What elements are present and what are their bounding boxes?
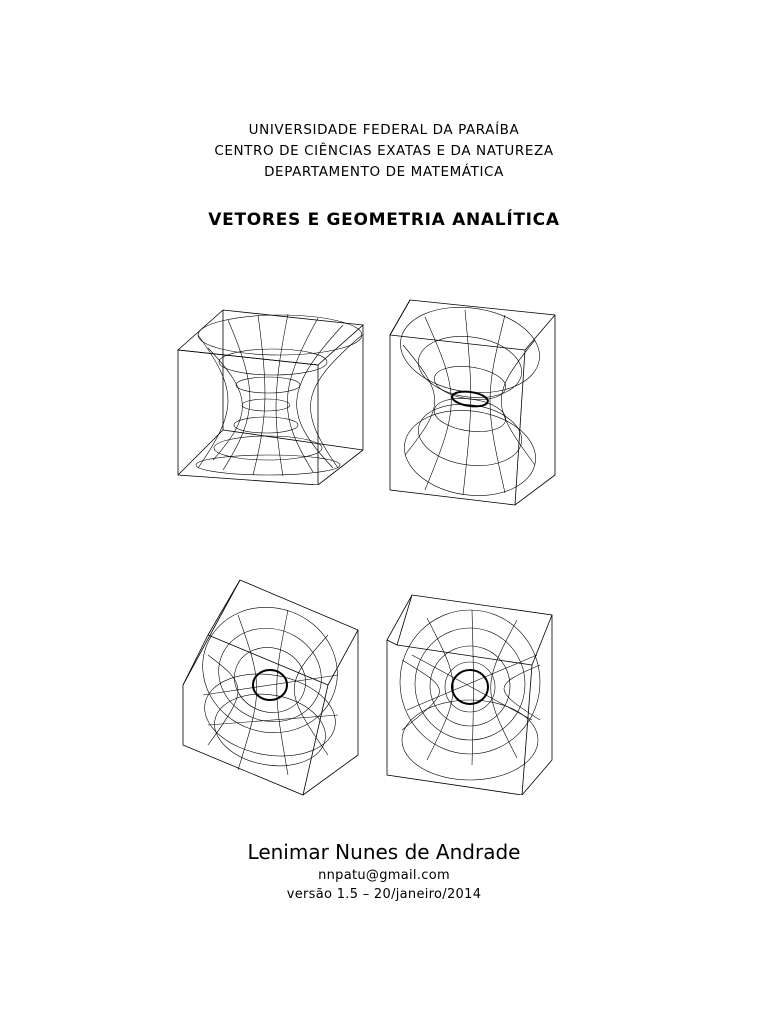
surface-mesh	[400, 610, 540, 780]
department-name: DEPARTAMENTO DE MATEMÁTICA	[264, 164, 504, 180]
author-block	[0, 838, 768, 904]
cube-outline	[178, 310, 363, 485]
university-name: UNIVERSIDADE FEDERAL DA PARAÍBA	[248, 122, 520, 138]
document-title: VETORES E GEOMETRIA ANALÍTICA	[208, 210, 560, 230]
version-info: versão 1.5 – 20/janeiro/2014	[286, 887, 482, 902]
hyperboloid-figure-3	[178, 575, 363, 800]
surface-mesh	[395, 299, 545, 504]
hyperboloid-figure-4	[382, 590, 562, 795]
hyperboloid-figure-2	[385, 295, 565, 510]
hyperboloid-figure-1	[168, 300, 368, 485]
author-name: Lenimar Nunes de Andrade	[247, 840, 521, 864]
cube-outline	[390, 300, 555, 505]
surface-mesh	[196, 314, 362, 476]
center-name: CENTRO DE CIÊNCIAS EXATAS E DA NATUREZA	[214, 143, 554, 159]
institution-header	[0, 120, 768, 183]
author-email: nnpatu@gmail.com	[318, 868, 450, 883]
